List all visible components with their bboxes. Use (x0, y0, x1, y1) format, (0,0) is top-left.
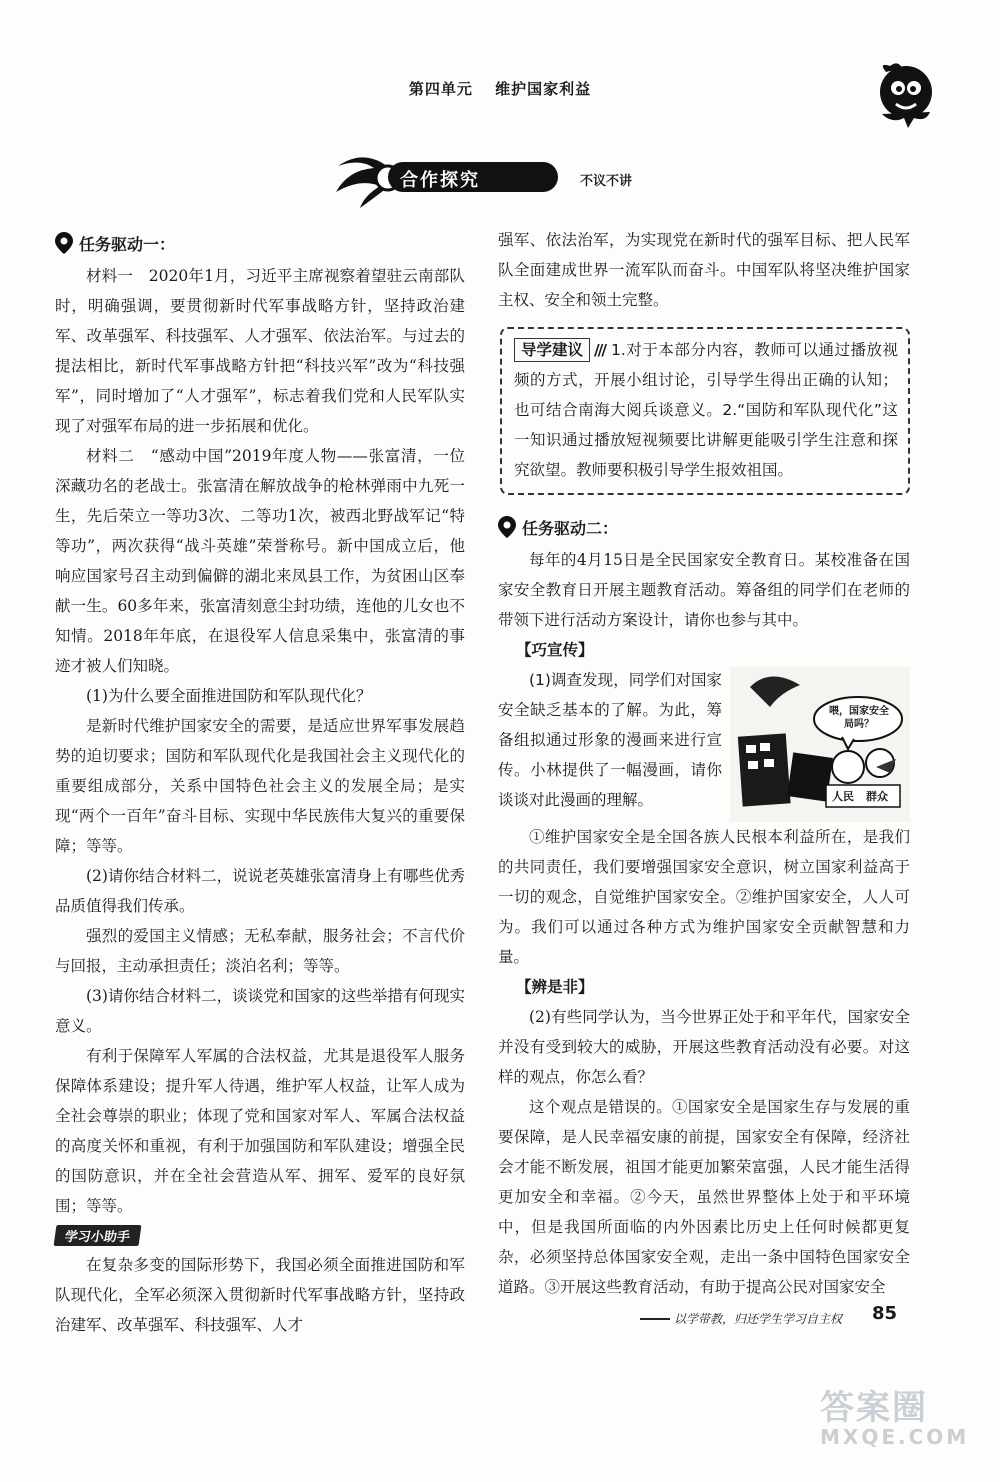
cartoon-question-wrap (498, 665, 910, 815)
material-two: 材料二 “感动中国”2019年度人物——张富清，一位深藏功名的老战士。张富清在解放战争的枪林弹雨中九死一生，先后荣立一等功3次、二等功1次，被西北野战军记“特等功”，两次获得“战斗英雄”荣誉称号。新中国成立后，他响应国家号召主动到偏僻的湖北来凤县工作，为贫困山区奉献一生。60多年来，张富清刻意尘封功绩，连他的儿女也不知情。2018年年底，在退役军人信息采集中，张富清的事迹才被人们知晓。 (55, 447, 465, 675)
task-one-heading (55, 225, 465, 261)
section-publicity: 【巧宣传】 (516, 641, 594, 659)
answer-one: 是新时代维护国家安全的需要，是适应世界军事发展趋势的迫切要求；国防和军队现代化是我国社会主义现代化的重要组成部分，关系中国特色社会主义的发展全局；是实现“两个一百年”奋斗目标、实现中华民族伟大复兴的重要保障；等等。 (55, 717, 465, 855)
unit-number: 第四单元 (408, 80, 473, 98)
location-pin-icon (55, 232, 73, 254)
task-two-intro: 每年的4月15日是全民国家安全教育日。某校准备在国家安全教育日开展主题教育活动。筹备组的同学们在老师的带领下进行活动方案设计，请你也参与其中。 (498, 551, 910, 629)
task-two-heading (498, 509, 910, 545)
watermark-line-two: MXQE.COM (820, 1425, 970, 1449)
question-three: (3)请你结合材料二，谈谈党和国家的这些举措有何现实意义。 (55, 987, 465, 1035)
task-one-title: 任务驱动一： (79, 234, 176, 254)
unit-title: 维护国家利益 (495, 80, 592, 98)
study-helper-text: 在复杂多变的国际形势下，我国必须全面推进国防和军队现代化，全军必须深入贯彻新时代军事战略方针，坚持政治建军、改革强军、科技强军、人才 (55, 1256, 465, 1334)
right-column (498, 225, 910, 1302)
section-right-wrong: 【辨是非】 (516, 978, 594, 996)
guide-label: 导学建议 (514, 338, 590, 362)
cartoon-speech-bubble: 喂，国家安全局吗？ (829, 706, 889, 730)
site-watermark (820, 1380, 990, 1470)
page-number: 85 (872, 1303, 898, 1324)
continued-text: 强军、依法治军，为实现党在新时代的强军目标、把人民军队全面建成世界一流军队而奋斗。中国军队将坚决维护国家主权、安全和领土完整。 (498, 231, 910, 309)
question-one: (1)为什么要全面推进国防和军队现代化？ (86, 687, 372, 705)
answer-cartoon: ①维护国家安全是全国各族人民根本利益所在，是我们的共同责任，我们要增强国家安全意识，树立国家利益高于一切的观念，自觉维护国家安全。②维护国家安全，人人可为。我们可以通过各种方式为维护国家安全贡献智慧和力量。 (498, 828, 910, 966)
teaching-guide-box (500, 327, 910, 495)
question-two: (2)请你结合材料二，说说老英雄张富清身上有哪些优秀品质值得我们传承。 (55, 867, 465, 915)
left-column (55, 225, 465, 1340)
footer-rule (640, 1318, 670, 1320)
security-cartoon (730, 667, 910, 822)
banner-title: 合作探究 (400, 170, 480, 191)
footer-slogan: 以学带教，归还学生学习自主权 (674, 1312, 843, 1326)
cartoon-tag-masses: 群众 (866, 790, 888, 803)
task-two-title: 任务驱动二： (522, 518, 619, 538)
location-pin-icon (498, 516, 516, 538)
answer-two: 强烈的爱国主义情感；无私奉献，服务社会；不言代价与回报，主动承担责任；淡泊名利；等等。 (55, 927, 465, 975)
watermark-line-one: 答案圈 (820, 1388, 928, 1428)
question-cartoon: (1)调查发现，同学们对国家安全缺乏基本的了解。为此，筹备组拟通过形象的漫画来进行宣传。小林提供了一幅漫画，请你谈谈对此漫画的理解。 (498, 671, 722, 809)
teaching-guide-paragraph (514, 335, 898, 485)
guide-text: 1.对于本部分内容，教师可以通过播放视频的方式，开展小组讨论，引导学生得出正确的认知；也可结合南海大阅兵谈意义。2.“国防和军队现代化”这一知识通过播放短视频要比讲解更能吸引学生注意和探究欲望。教师要积极引导学生报效祖国。 (514, 341, 898, 479)
study-helper-tag: 学习小助手 (54, 1225, 142, 1246)
mascot-icon (868, 58, 940, 130)
guide-slash-decoration: /// (594, 341, 605, 359)
question-peace: (2)有些同学认为，当今世界正处于和平年代，国家安全并没有受到较大的威胁，开展这些教育活动没有必要。对这样的观点，你怎么看？ (498, 1008, 910, 1086)
page-footer (640, 1310, 910, 1327)
answer-peace: 这个观点是错误的。①国家安全是国家生存与发展的重要保障，是人民幸福安康的前提，国家安全有保障，经济社会才能不断发展，祖国才能更加繁荣富强，人民才能生活得更加安全和幸福。②今天，虽然世界整体上处于和平环境中，但是我国所面临的内外因素比历史上任何时候都更复杂，必须坚持总体国家安全观，走出一条中国特色国家安全道路。③开展这些教育活动，有助于提高公民对国家安全 (498, 1098, 910, 1296)
material-one: 材料一 2020年1月，习近平主席视察着望驻云南部队时，明确强调，要贯彻新时代军事战略方针，坚持政治建军、改革强军、科技强军、人才强军、依法治军。与过去的提法相比，新时代军事战略方针把“科技兴军”改为“科技强军”，同时增加了“人才强军”，标志着我们党和人民军队实现了对强军布局的进一步拓展和优化。 (55, 267, 465, 435)
banner-subtitle: 不议不讲 (580, 174, 633, 189)
cartoon-tag-people: 人民 (832, 790, 854, 803)
section-banner (330, 148, 670, 210)
running-header (0, 78, 1000, 99)
answer-three: 有利于保障军人军属的合法权益，尤其是退役军人服务保障体系建设；提升军人待遇，维护军人权益，让军人成为全社会尊崇的职业；体现了党和国家对军人、军属合法权益的高度关怀和重视，有利于加强国防和军队建设；增强全民的国防意识，并在全社会营造从军、拥军、爱军的良好氛围；等等。 (55, 1047, 465, 1215)
